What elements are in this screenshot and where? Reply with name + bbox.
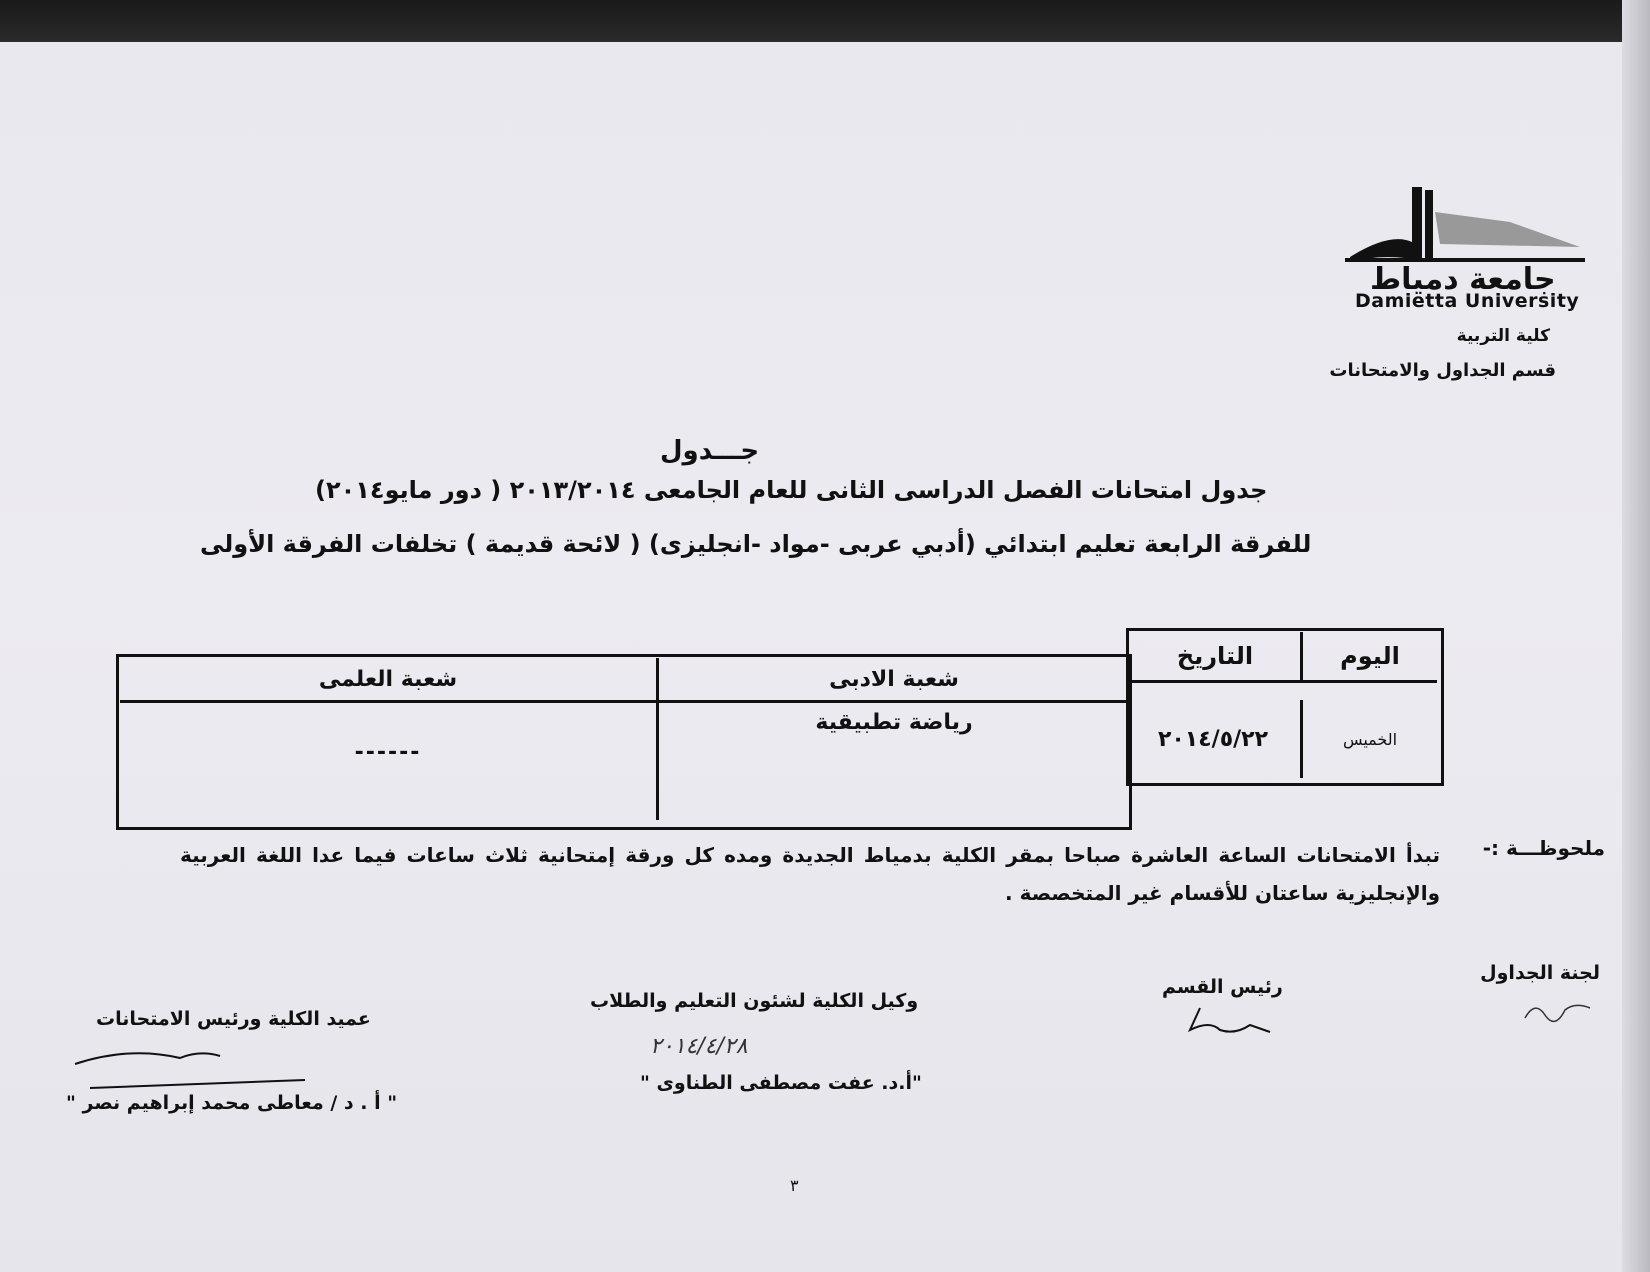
table-row bbox=[120, 700, 1434, 778]
cell-literary-text: رياضة تطبيقية bbox=[815, 710, 973, 735]
dean-signature-icon bbox=[70, 1036, 320, 1091]
header-date: التاريخ bbox=[1176, 642, 1254, 670]
vice-dean-handwritten-date: ٢٠١٤/٤/٢٨ bbox=[650, 1034, 748, 1059]
university-name-english: Damietta University bbox=[1355, 290, 1580, 312]
cell-day bbox=[1300, 700, 1437, 778]
document-title: جـــدول bbox=[660, 436, 760, 466]
department-name: قسم الجداول والامتحانات bbox=[1329, 360, 1556, 381]
scan-right-edge bbox=[1622, 0, 1650, 1272]
faculty-name: كلية التربية bbox=[1456, 326, 1550, 346]
dept-head-signature-icon bbox=[1180, 1000, 1280, 1050]
sig-dean-title: عميد الكلية ورئيس الامتحانات bbox=[96, 1008, 371, 1030]
scan-top-edge bbox=[0, 0, 1650, 42]
sig-dean-name: " أ . د / معاطى محمد إبراهيم نصر " bbox=[66, 1092, 398, 1114]
sig-vice-dean-name: "أ.د. عفت مصطفى الطناوى " bbox=[640, 1072, 922, 1094]
note-label: ملحوظـــة :- bbox=[1482, 836, 1605, 860]
cell-date bbox=[1126, 700, 1300, 778]
heading-line-1: جدول امتحانات الفصل الدراسى الثانى للعام الجامعى ٢٠١٣/٢٠١٤ ( دور مايو٢٠١٤) bbox=[315, 476, 1268, 504]
cell-date-text: ٢٠١٤/٥/٢٢ bbox=[1157, 726, 1269, 752]
header-literary: شعبة الادبى bbox=[829, 666, 959, 692]
header-date-cell bbox=[1130, 632, 1300, 683]
sig-vice-dean-title: وكيل الكلية لشئون التعليم والطلاب bbox=[590, 990, 919, 1012]
cell-day-text: الخميس bbox=[1342, 729, 1398, 749]
cell-literary bbox=[656, 700, 1129, 820]
cell-scientific bbox=[120, 700, 656, 820]
sig-committee-title: لجنة الجداول bbox=[1480, 962, 1600, 984]
cell-scientific-text: ------ bbox=[354, 740, 422, 765]
university-name-arabic: جامعة دمياط bbox=[1370, 262, 1556, 297]
header-scientific-cell bbox=[120, 658, 656, 703]
header-day: اليوم bbox=[1340, 642, 1400, 670]
committee-signature-icon bbox=[1520, 990, 1600, 1030]
header-literary-cell bbox=[656, 658, 1129, 703]
heading-line-2: للفرقة الرابعة تعليم ابتدائي (أدبي عربى -مواد -انجليزى) ( لائحة قديمة ) تخلفات الفرقة الأولى bbox=[200, 530, 1312, 558]
note-text: تبدأ الامتحانات الساعة العاشرة صباحا بمقر الكلية بدمياط الجديدة ومده كل ورقة إمتحانية ثلاث ساعات فيما عدا اللغة العربية والإنجليزية ساعتان للأقسام غير المتخصصة . bbox=[180, 843, 1440, 905]
sig-dept-head-title: رئيس القسم bbox=[1162, 976, 1283, 998]
header-scientific: شعبة العلمى bbox=[318, 666, 458, 692]
page-number: ٣ bbox=[790, 1176, 799, 1195]
header-day-cell bbox=[1300, 632, 1437, 683]
